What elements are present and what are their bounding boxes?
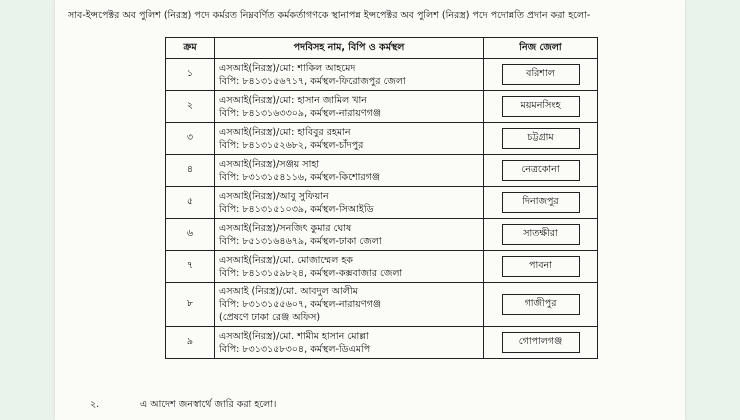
home-district: নেত্রকোনা	[502, 160, 580, 181]
officer-name: এসআই(নিরস্ত্র)/মো: হাসান জামিল খান	[219, 94, 367, 106]
officer-name: এসআই(নিরস্ত্র)/মো: শাকিল আহমেদ	[219, 62, 356, 74]
intro-paragraph: সাব-ইন্সপেক্টর অব পুলিশ (নিরস্ত্র) পদে কর্মরত নিম্নবর্ণিত কর্মকর্তাগণকে স্থানাপন্ন ইন্সপেক্টর অব পুলিশ (নিরস্ত্র) পদে পদোন্নতি প্রদান করা হলো-	[68, 10, 591, 21]
row-serial: ১	[166, 59, 215, 91]
officer-name: এসআই(নিরস্ত্র)/সঞ্জয় সাহা	[219, 158, 320, 170]
row-details	[215, 59, 484, 91]
officer-bp-workplace: বিপি: ৮৩১৩১৫৮৩০৪, কর্মস্থল-ডিএমপি	[219, 343, 371, 355]
table-row	[166, 59, 598, 91]
row-details	[215, 251, 484, 283]
officer-bp-workplace: বিপি: ৮৩১৩১৫৪১১৬, কর্মস্থল-কিশোরগঞ্জ	[219, 171, 380, 183]
table-row	[166, 91, 598, 123]
table-row	[166, 155, 598, 187]
row-district-cell	[484, 123, 598, 155]
officer-bp-workplace: বিপি: ৮৪১৩১৫৯৮২৪, কর্মস্থল-কক্সবাজার জেলা	[219, 267, 403, 279]
home-district: পাবনা	[502, 256, 580, 277]
table-row	[166, 283, 598, 327]
officer-bp-workplace: বিপি: ৮৪১৩১৫৬৭১৭, কর্মস্থল-ফিরোজপুর জেলা	[219, 75, 406, 87]
row-district-cell	[484, 251, 598, 283]
home-district: ময়মনসিংহ	[502, 96, 580, 117]
row-details	[215, 327, 484, 359]
officer-name: এসআই(নিরস্ত্র)/মো. মোজাম্মেল হক	[219, 254, 353, 266]
row-district-cell	[484, 283, 598, 327]
row-serial: ২	[166, 91, 215, 123]
row-details	[215, 219, 484, 251]
officer-name: এসআই(নিরস্ত্র)/মো: হাবিবুর রহমান	[219, 126, 351, 138]
row-district-cell	[484, 91, 598, 123]
officer-bp-workplace: বিপি: ৮৪১৩১৫২৬৮২, কর্মস্থল-চাঁদপুর	[219, 139, 364, 151]
row-district-cell	[484, 155, 598, 187]
officer-bp-workplace: বিপি: ৮৫১৩১৬৪৬৭৯, কর্মস্থল-ঢাকা জেলা	[219, 235, 382, 247]
header-details: পদবিসহ নাম, বিপি ও কর্মস্থল	[215, 38, 484, 59]
home-district: গাজীপুর	[502, 294, 580, 315]
footer-paragraph-text: এ আদেশ জনস্বার্থে জারি করা হলো।	[140, 399, 277, 410]
row-district-cell	[484, 187, 598, 219]
promotion-table	[165, 37, 598, 359]
home-district: সাতক্ষীরা	[502, 224, 580, 245]
row-details	[215, 123, 484, 155]
row-serial: ৪	[166, 155, 215, 187]
table-row	[166, 219, 598, 251]
row-details	[215, 91, 484, 123]
footer-paragraph-number: ২.	[90, 399, 100, 410]
home-district: দিনাজপুর	[502, 192, 580, 213]
officer-name: এসআই(নিরস্ত্র)/সনজিৎ কুমার ঘোষ	[219, 222, 352, 234]
table-row	[166, 123, 598, 155]
home-district: বরিশাল	[502, 64, 580, 85]
table-row	[166, 187, 598, 219]
row-serial: ৮	[166, 283, 215, 327]
home-district: গোপালগঞ্জ	[502, 332, 580, 353]
officer-bp-workplace: বিপি: ৮৩১৩১৫৫৬০৭, কর্মস্থল-নারায়ণগঞ্জ	[219, 299, 381, 310]
home-district: চট্টগ্রাম	[502, 128, 580, 149]
row-district-cell	[484, 59, 598, 91]
table-header-row	[166, 38, 598, 59]
row-serial: ৫	[166, 187, 215, 219]
table-row	[166, 251, 598, 283]
row-details	[215, 187, 484, 219]
row-details	[215, 155, 484, 187]
officer-bp-workplace: বিপি: ৮৪১৩১৬৩৩০৯, কর্মস্থল-নারায়ণগঞ্জ	[219, 107, 381, 119]
header-serial: ক্রম	[166, 38, 215, 59]
officer-name: এসআই(নিরস্ত্র)/আবু সুফিয়ান	[219, 190, 329, 202]
officer-name: এসআই(নিরস্ত্র)/মো. শামীম হাসান মোল্লা	[219, 330, 369, 342]
table-row	[166, 327, 598, 359]
header-district: নিজ জেলা	[484, 38, 598, 59]
officer-bp-workplace: বিপি: ৮৪১৩১৫১০৩৯, কর্মস্থল-সিআইডি	[219, 203, 374, 215]
row-serial: ৬	[166, 219, 215, 251]
row-serial: ৯	[166, 327, 215, 359]
row-district-cell	[484, 219, 598, 251]
row-district-cell	[484, 327, 598, 359]
row-serial: ৭	[166, 251, 215, 283]
officer-deputation-note: (প্রেষণে ঢাকা রেঞ্জ অফিস)	[219, 312, 321, 323]
row-serial: ৩	[166, 123, 215, 155]
row-details	[215, 283, 484, 327]
officer-name: এসআই (নিরস্ত্র)/মো. আবদুল আলীম	[219, 286, 358, 297]
table-body	[166, 59, 598, 359]
